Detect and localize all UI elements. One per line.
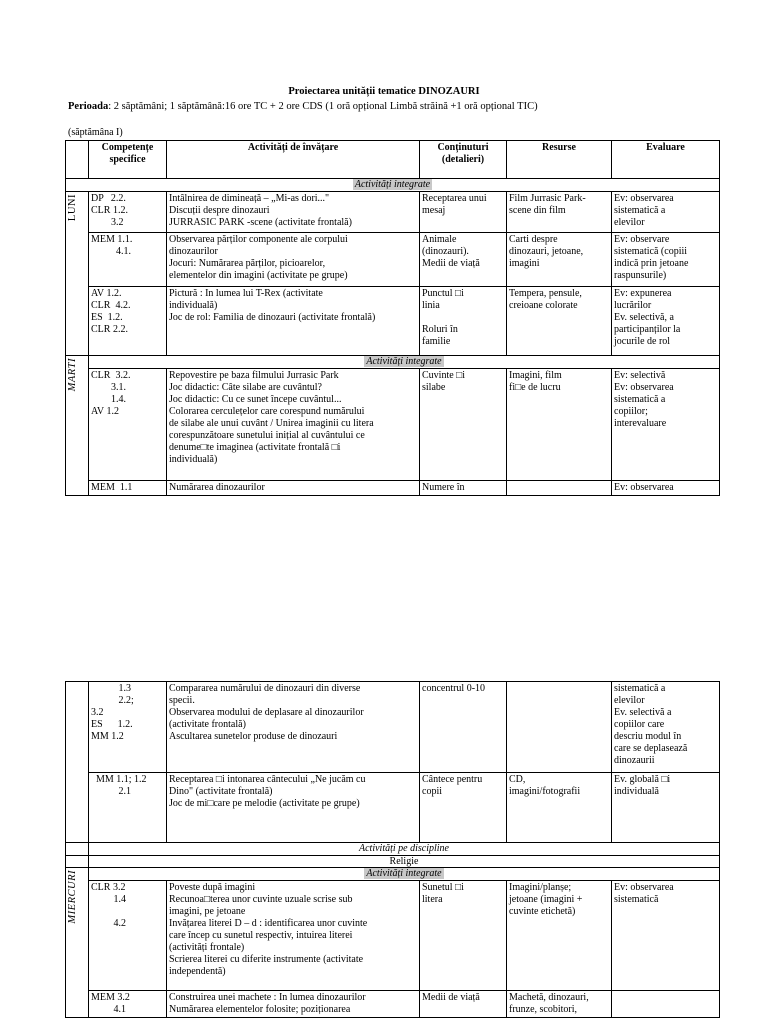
cell-line: Ev: observare bbox=[614, 234, 670, 245]
evaluare-cell bbox=[612, 881, 720, 991]
cell-line: Numărarea dinozaurilor bbox=[169, 482, 265, 493]
cell-line: Tempera, pensule, bbox=[509, 288, 582, 299]
cell-line: copii bbox=[422, 786, 442, 797]
cell-line: Joc didactic: Câte silabe are cuvântul? bbox=[169, 382, 322, 393]
band-row bbox=[66, 356, 720, 369]
band-row bbox=[66, 856, 720, 868]
resurse-cell bbox=[507, 881, 612, 991]
competente-cell bbox=[89, 881, 167, 991]
cell-line: Ev: observarea bbox=[614, 382, 674, 393]
cell-line: Scrierea literei cu diferite instrumente (activitate bbox=[169, 954, 364, 965]
col-continuturi: Conținuturi (detalieri) bbox=[420, 141, 507, 179]
table-row bbox=[66, 991, 720, 1018]
cell-line: Imagini, film bbox=[509, 370, 562, 381]
cell-line bbox=[91, 906, 164, 918]
table-row bbox=[66, 773, 720, 843]
band-integrate-marti: Activități integrate bbox=[366, 356, 442, 367]
cell-line: Punctul □i bbox=[422, 288, 464, 299]
cell-line: Carti despre bbox=[509, 234, 558, 245]
competente-cell bbox=[89, 682, 167, 773]
competente-cell bbox=[89, 369, 167, 481]
col-evaluare: Evaluare bbox=[612, 141, 720, 179]
resurse-cell bbox=[507, 682, 612, 773]
resurse-cell bbox=[507, 369, 612, 481]
resurse-cell bbox=[507, 991, 612, 1018]
cell-line: sistematică bbox=[614, 894, 659, 905]
cell-line: Receptarea □i intonarea cântecului „Ne jucăm cu bbox=[169, 774, 366, 785]
cell-line: Ev: selectivă bbox=[614, 370, 666, 381]
cell-line: raspunsurile) bbox=[614, 270, 667, 281]
cell-line: CLR 2.2. bbox=[91, 324, 128, 335]
day-header-cell bbox=[66, 141, 89, 179]
cell-line: Animale bbox=[422, 234, 457, 245]
cell-line: denume□te imaginea (activitate frontală □i bbox=[169, 442, 341, 453]
band-religie: Religie bbox=[389, 856, 419, 867]
cell-line: Poveste după imagini bbox=[169, 882, 256, 893]
continuturi-cell bbox=[420, 991, 507, 1018]
cell-line: ES 1.2. bbox=[91, 312, 123, 323]
competente-cell bbox=[89, 481, 167, 496]
cell-line: DP 2.2. bbox=[91, 193, 126, 204]
cell-line: interevaluare bbox=[614, 418, 667, 429]
cell-line: elevilor bbox=[614, 217, 645, 228]
continuturi-cell bbox=[420, 481, 507, 496]
cell-line: dinozaurilor bbox=[169, 246, 218, 257]
planning-table-page-1 bbox=[65, 140, 720, 496]
band-row bbox=[66, 868, 720, 881]
cell-line: elementelor din imagini (activitate pe grupe) bbox=[169, 270, 348, 281]
evaluare-cell bbox=[612, 287, 720, 356]
cell-line: sistematică a bbox=[614, 394, 666, 405]
cell-line: Ev: observarea bbox=[614, 882, 674, 893]
cell-line: individuală) bbox=[169, 300, 218, 311]
cell-line: fi□e de lucru bbox=[509, 382, 561, 393]
cell-line: Ev: expunerea bbox=[614, 288, 672, 299]
cell-line: Medii de viață bbox=[422, 992, 480, 1003]
cell-line: copiilor; bbox=[614, 406, 648, 417]
cell-line: Numere în bbox=[422, 482, 465, 493]
perioada-line bbox=[68, 101, 538, 113]
cell-line: Ev. globală □i bbox=[614, 774, 671, 785]
cell-line: Machetă, dinozauri, bbox=[509, 992, 589, 1003]
cell-line: frunze, scobitori, bbox=[509, 1004, 578, 1015]
cell-line: MEM 1.1 bbox=[91, 482, 133, 493]
cell-line: Film Jurrasic Park- bbox=[509, 193, 586, 204]
activitati-cell bbox=[167, 773, 420, 843]
evaluare-cell bbox=[612, 233, 720, 287]
cell-line: Repovestire pe baza filmului Jurrasic Park bbox=[169, 370, 339, 381]
cell-line: copiilor care bbox=[614, 719, 665, 730]
band-integrate-luni: Activități integrate bbox=[354, 179, 431, 190]
cell-line: Colorarea cerculețelor care corespund numărului bbox=[169, 406, 365, 417]
cell-line: independentă) bbox=[169, 966, 226, 977]
competente-cell bbox=[89, 233, 167, 287]
activitati-cell bbox=[167, 233, 420, 287]
cell-line: Sunetul □i bbox=[422, 882, 464, 893]
cell-line: CLR 3.2. bbox=[91, 370, 131, 381]
cell-line: MEM 1.1. bbox=[91, 234, 133, 245]
cell-line: AV 1.2. bbox=[91, 288, 122, 299]
evaluare-cell bbox=[612, 991, 720, 1018]
cell-line: Discuții despre dinozauri bbox=[169, 205, 270, 216]
cell-line: 1.4 bbox=[91, 894, 126, 905]
cell-line: care se deplasează bbox=[614, 743, 688, 754]
document-title: Proiectarea unității tematice DINOZAURI bbox=[288, 86, 480, 97]
competente-cell bbox=[89, 192, 167, 233]
competente-cell bbox=[89, 773, 167, 843]
cell-line: jocurile de rol bbox=[614, 336, 671, 347]
cell-line: sistematică (copiii bbox=[614, 246, 688, 257]
cell-line: familie bbox=[422, 336, 451, 347]
cell-line: Dino" (activitate frontală) bbox=[169, 786, 273, 797]
cell-line: Medii de viață bbox=[422, 258, 480, 269]
cell-line: silabe bbox=[422, 382, 446, 393]
cell-line: Recunoa□terea unor cuvinte uzuale scrise sub bbox=[169, 894, 353, 905]
perioada-label: Perioada bbox=[68, 101, 109, 112]
cell-line: ES 1.2. bbox=[91, 719, 133, 730]
day-label-marti: MARTI bbox=[67, 358, 78, 392]
activitati-cell bbox=[167, 287, 420, 356]
cell-line: CLR 1.2. bbox=[91, 205, 128, 216]
evaluare-cell bbox=[612, 192, 720, 233]
cell-line: creioane colorate bbox=[509, 300, 578, 311]
cell-line: Ev. selectivă a bbox=[614, 707, 672, 718]
cell-line: litera bbox=[422, 894, 443, 905]
cell-line: Compararea numărului de dinozauri din diverse bbox=[169, 683, 361, 694]
col-competente: Competențe specifice bbox=[89, 141, 167, 179]
cell-line: jetoane (imagini + bbox=[509, 894, 583, 905]
cell-line: Cuvinte □i bbox=[422, 370, 465, 381]
cell-line: cuvinte etichetă) bbox=[509, 906, 576, 917]
cell-line: Observarea modului de deplasare al dinozaurilor bbox=[169, 707, 364, 718]
cell-line: 3.2 bbox=[91, 707, 104, 718]
cell-line: Ascultarea sunetelor produse de dinozauri bbox=[169, 731, 338, 742]
resurse-cell bbox=[507, 773, 612, 843]
cell-line: 1.3 bbox=[91, 683, 131, 694]
cell-line: 1.4. bbox=[91, 394, 126, 405]
cell-line: linia bbox=[422, 300, 440, 311]
cell-line: MEM 3.2 bbox=[91, 992, 130, 1003]
perioada-text: : 2 săptămâni; 1 săptămână:16 ore TC + 2 ore CDS (1 oră opțional Limbă străină +1 oră opțional TIC) bbox=[108, 101, 538, 112]
day-cell-empty bbox=[66, 843, 89, 856]
cell-line: 3.2 bbox=[91, 217, 124, 228]
cell-line: Ev. selectivă, a bbox=[614, 312, 674, 323]
cell-line: mesaj bbox=[422, 205, 446, 216]
cell-line: care încep cu sunetul respectiv, intuirea literei bbox=[169, 930, 353, 941]
cell-line: dinozaurii bbox=[614, 755, 655, 766]
cell-line: Ev: observarea bbox=[614, 193, 674, 204]
activitati-cell bbox=[167, 192, 420, 233]
cell-line: 2.1 bbox=[91, 786, 131, 797]
continuturi-cell bbox=[420, 773, 507, 843]
cell-line: JURRASIC PARK -scene (activitate frontală) bbox=[169, 217, 352, 228]
cell-line: descriu modul în bbox=[614, 731, 682, 742]
resurse-cell bbox=[507, 233, 612, 287]
cell-line: Pictură : In lumea lui T-Rex (activitate bbox=[169, 288, 323, 299]
band-discipline: Activități pe discipline bbox=[359, 843, 449, 854]
continuturi-cell bbox=[420, 233, 507, 287]
cell-line: participanților la bbox=[614, 324, 681, 335]
band-row bbox=[66, 843, 720, 856]
resurse-cell bbox=[507, 287, 612, 356]
cell-line: 4.1 bbox=[91, 1004, 126, 1015]
evaluare-cell bbox=[612, 682, 720, 773]
evaluare-cell bbox=[612, 481, 720, 496]
competente-cell bbox=[89, 287, 167, 356]
cell-line: CLR 4.2. bbox=[91, 300, 131, 311]
cell-line: 4.1. bbox=[91, 246, 131, 257]
col-resurse: Resurse bbox=[507, 141, 612, 179]
cell-line: Joc de rol: Familia de dinozauri (activitate frontală) bbox=[169, 312, 376, 323]
cell-line: 3.1. bbox=[91, 382, 126, 393]
continuturi-cell bbox=[420, 287, 507, 356]
cell-line: MM 1.1; 1.2 bbox=[91, 774, 147, 785]
cell-line: imagini/fotografii bbox=[509, 786, 581, 797]
cell-line: MM 1.2 bbox=[91, 731, 124, 742]
activitati-cell bbox=[167, 481, 420, 496]
cell-line: individuală bbox=[614, 786, 659, 797]
day-label-luni: LUNI bbox=[67, 194, 78, 222]
day-cell-empty bbox=[66, 856, 89, 868]
cell-line: Imagini/planșe; bbox=[509, 882, 572, 893]
cell-line: Construirea unei machete : In lumea dinozaurilor bbox=[169, 992, 366, 1003]
week-label: (săptămâna I) bbox=[68, 127, 123, 138]
cell-line: Jocuri: Numărarea părților, picioarelor, bbox=[169, 258, 326, 269]
cell-line: (activitate frontală) bbox=[169, 719, 246, 730]
cell-line: de silabe ale unui cuvânt / Unirea imaginii cu litera bbox=[169, 418, 374, 429]
cell-line: scene din film bbox=[509, 205, 566, 216]
resurse-cell bbox=[507, 192, 612, 233]
activitati-cell bbox=[167, 682, 420, 773]
cell-line: concentrul 0-10 bbox=[422, 683, 486, 694]
cell-line: Roluri în bbox=[422, 324, 458, 335]
cell-line: Invățarea literei D – d : identificarea unor cuvinte bbox=[169, 918, 368, 929]
cell-line: Cântece pentru bbox=[422, 774, 483, 785]
table-header-row bbox=[66, 141, 720, 179]
cell-line: Observarea părților componente ale corpului bbox=[169, 234, 348, 245]
continuturi-cell bbox=[420, 369, 507, 481]
cell-line: indică prin jetoane bbox=[614, 258, 689, 269]
activitati-cell bbox=[167, 881, 420, 991]
cell-line: dinozauri, jetoane, bbox=[509, 246, 584, 257]
evaluare-cell bbox=[612, 773, 720, 843]
cell-line: CD, bbox=[509, 774, 526, 785]
cell-line: individuală) bbox=[169, 454, 218, 465]
activitati-cell bbox=[167, 991, 420, 1018]
cell-line: imagini bbox=[509, 258, 540, 269]
cell-line: Intâlnirea de dimineață – „Mi-as dori..." bbox=[169, 193, 330, 204]
day-label-miercuri: MIERCURI bbox=[67, 870, 78, 924]
cell-line: sistematică a bbox=[614, 683, 666, 694]
table-row bbox=[66, 287, 720, 356]
cell-line: AV 1.2 bbox=[91, 406, 119, 417]
resurse-cell bbox=[507, 481, 612, 496]
cell-line: 4.2 bbox=[91, 918, 126, 929]
competente-cell bbox=[89, 991, 167, 1018]
day-cell-miercuri bbox=[66, 868, 89, 1018]
cell-line: lucrărilor bbox=[614, 300, 652, 311]
cell-line: Ev: observarea bbox=[614, 482, 674, 493]
cell-line: Receptarea unui bbox=[422, 193, 487, 204]
cell-line: specii. bbox=[169, 695, 195, 706]
cell-line bbox=[422, 312, 504, 324]
cell-line: Joc de mi□care pe melodie (activitate pe grupe) bbox=[169, 798, 360, 809]
cell-line: corespunzătoare sunetului inițial al cuvântului ce bbox=[169, 430, 365, 441]
table-row bbox=[66, 881, 720, 991]
continuturi-cell bbox=[420, 881, 507, 991]
cell-line: imagini, pe jetoane bbox=[169, 906, 246, 917]
table-row bbox=[66, 481, 720, 496]
continuturi-cell bbox=[420, 192, 507, 233]
cell-line: elevilor bbox=[614, 695, 645, 706]
cell-line: 2.2; bbox=[91, 695, 134, 706]
continuturi-cell bbox=[420, 682, 507, 773]
cell-line: Joc didactic: Cu ce sunet începe cuvântul... bbox=[169, 394, 342, 405]
activitati-cell bbox=[167, 369, 420, 481]
table-row bbox=[66, 192, 720, 233]
cell-line: CLR 3.2 bbox=[91, 882, 126, 893]
band-row bbox=[66, 179, 720, 192]
cell-line: (activități frontale) bbox=[169, 942, 245, 953]
evaluare-cell bbox=[612, 369, 720, 481]
table-row bbox=[66, 369, 720, 481]
cell-line: (dinozauri). bbox=[422, 246, 469, 257]
day-cell-marti bbox=[66, 356, 89, 496]
day-cell-marti-cont bbox=[66, 682, 89, 843]
table-row bbox=[66, 233, 720, 287]
col-activitati: Activități de învățare bbox=[167, 141, 420, 179]
day-cell-luni bbox=[66, 192, 89, 356]
cell-line: Numărarea elementelor folosite; poziționarea bbox=[169, 1004, 351, 1015]
planning-table-page-2 bbox=[65, 681, 720, 1018]
cell-line: sistematică a bbox=[614, 205, 666, 216]
table-row bbox=[66, 682, 720, 773]
band-integrate-miercuri: Activități integrate bbox=[366, 868, 442, 879]
